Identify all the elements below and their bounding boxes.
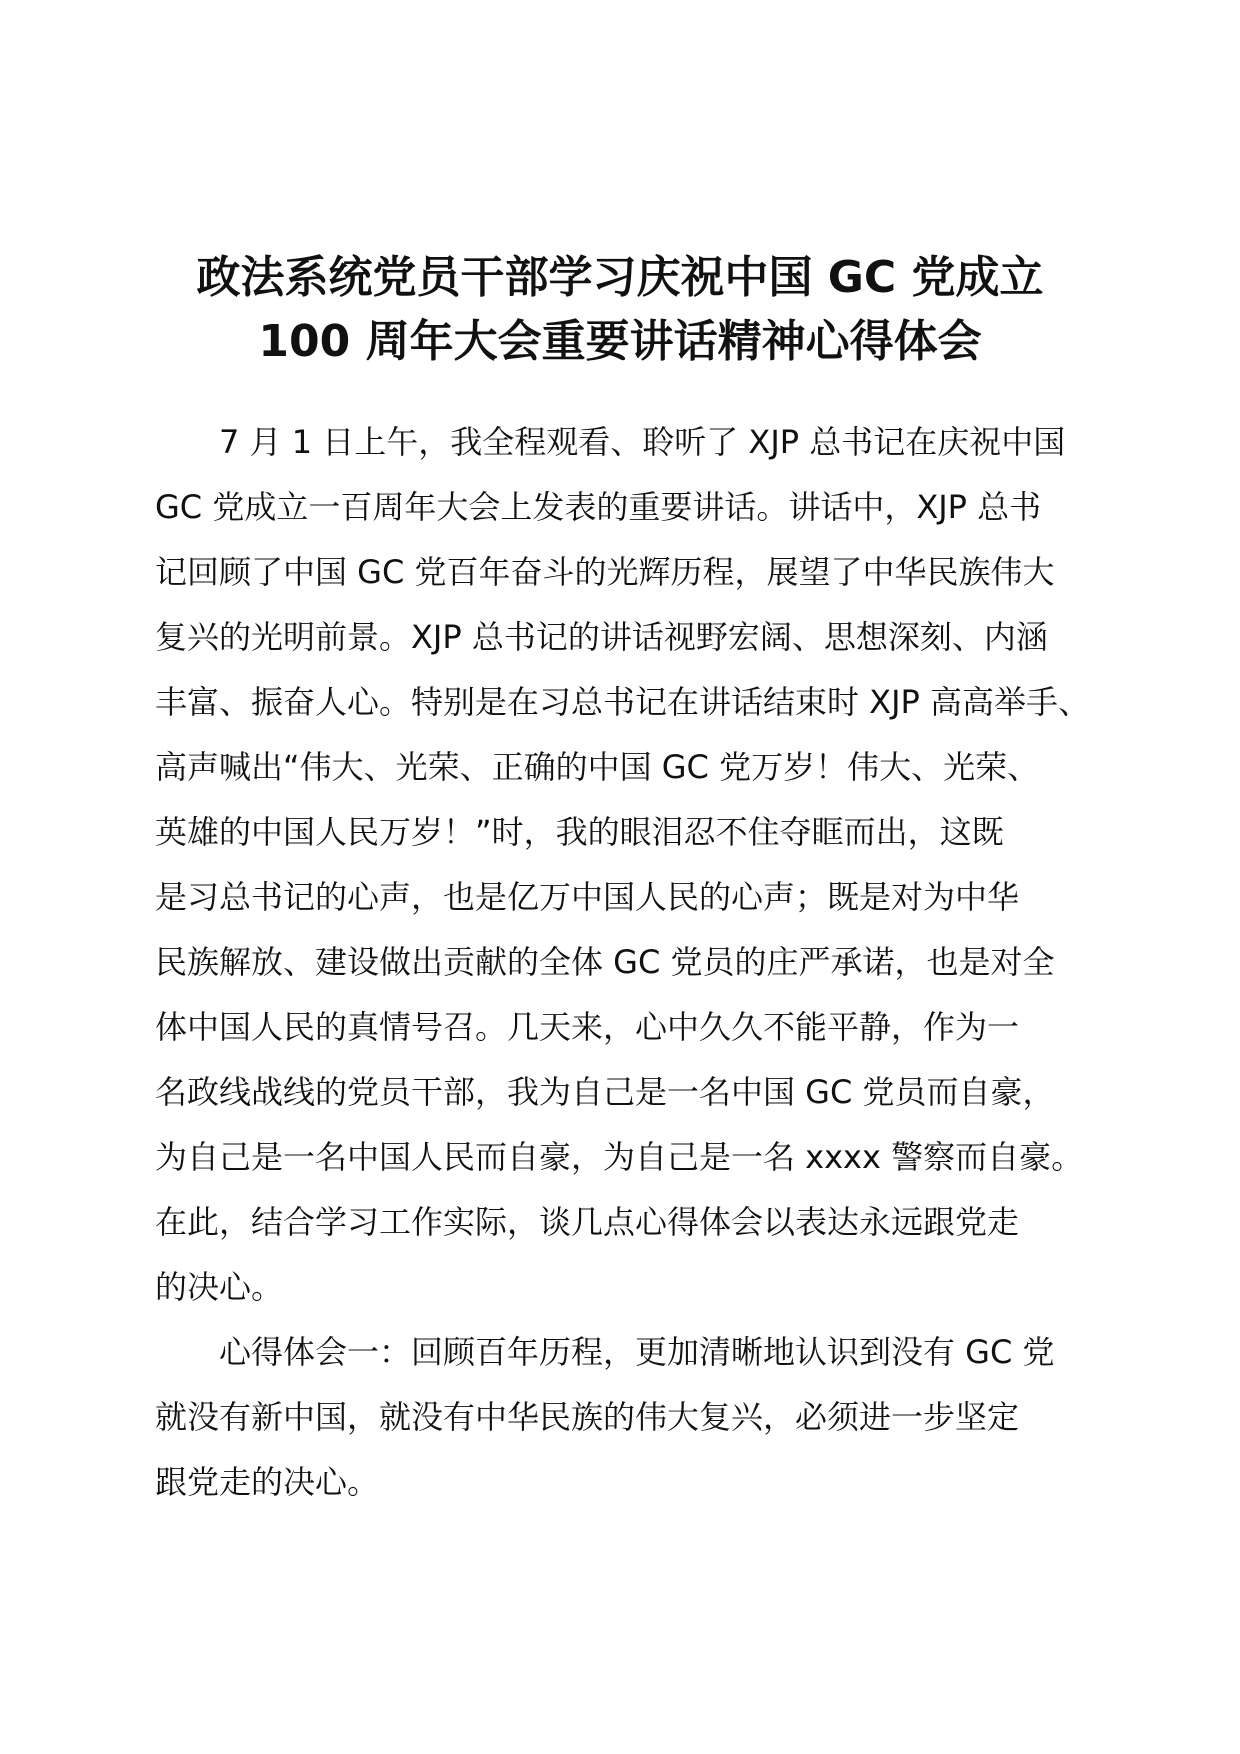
paragraph-line: 在此，结合学习工作实际，谈几点心得体会以表达永远跟党走 (155, 1203, 1020, 1241)
paragraph-line: 名政线战线的党员干部，我为自己是一名中国 GC 党员而自豪， (155, 1073, 1055, 1111)
paragraph-line: 就没有新中国，就没有中华民族的伟大复兴，必须进一步坚定 (155, 1398, 1020, 1436)
paragraph-line: 复兴的光明前景。XJP 总书记的讲话视野宏阔、思想深刻、内涵 (155, 618, 1048, 656)
paragraph-line: 跟党走的决心。 (155, 1463, 380, 1501)
paragraph-line: 体中国人民的真情号召。几天来，心中久久不能平静，作为一 (155, 1008, 1020, 1046)
title-line-2: 100 周年大会重要讲话精神心得体会 (258, 316, 982, 367)
paragraph-line: 丰富、振奋人心。特别是在习总书记在讲话结束时 XJP 高高举手、 (155, 683, 1091, 721)
document-body (155, 410, 1091, 1515)
paragraph-line: 记回顾了中国 GC 党百年奋斗的光辉历程，展望了中华民族伟大 (155, 553, 1055, 591)
document-title (140, 246, 1100, 374)
paragraph-1 (155, 410, 1091, 1320)
paragraph-line: 为自己是一名中国人民而自豪，为自己是一名 xxxx 警察而自豪。 (155, 1138, 1084, 1176)
paragraph-line: GC 党成立一百周年大会上发表的重要讲话。讲话中，XJP 总书 (155, 488, 1042, 526)
paragraph-line: 民族解放、建设做出贡献的全体 GC 党员的庄严承诺，也是对全 (155, 943, 1055, 981)
paragraph-line: 高声喊出“伟大、光荣、正确的中国 GC 党万岁！伟大、光荣、 (155, 748, 1040, 786)
paragraph-line: 心得体会一：回顾百年历程，更加清晰地认识到没有 GC 党 (219, 1333, 1055, 1371)
paragraph-2 (155, 1320, 1091, 1515)
paragraph-line: 的决心。 (155, 1268, 284, 1306)
paragraph-line: 英雄的中国人民万岁！”时，我的眼泪忍不住夺眶而出，这既 (155, 813, 1004, 851)
paragraph-line: 7 月 1 日上午，我全程观看、聆听了 XJP 总书记在庆祝中国 (219, 423, 1066, 461)
paragraph-line: 是习总书记的心声，也是亿万中国人民的心声；既是对为中华 (155, 878, 1020, 916)
title-line-1: 政法系统党员干部学习庆祝中国 GC 党成立 (196, 252, 1044, 303)
